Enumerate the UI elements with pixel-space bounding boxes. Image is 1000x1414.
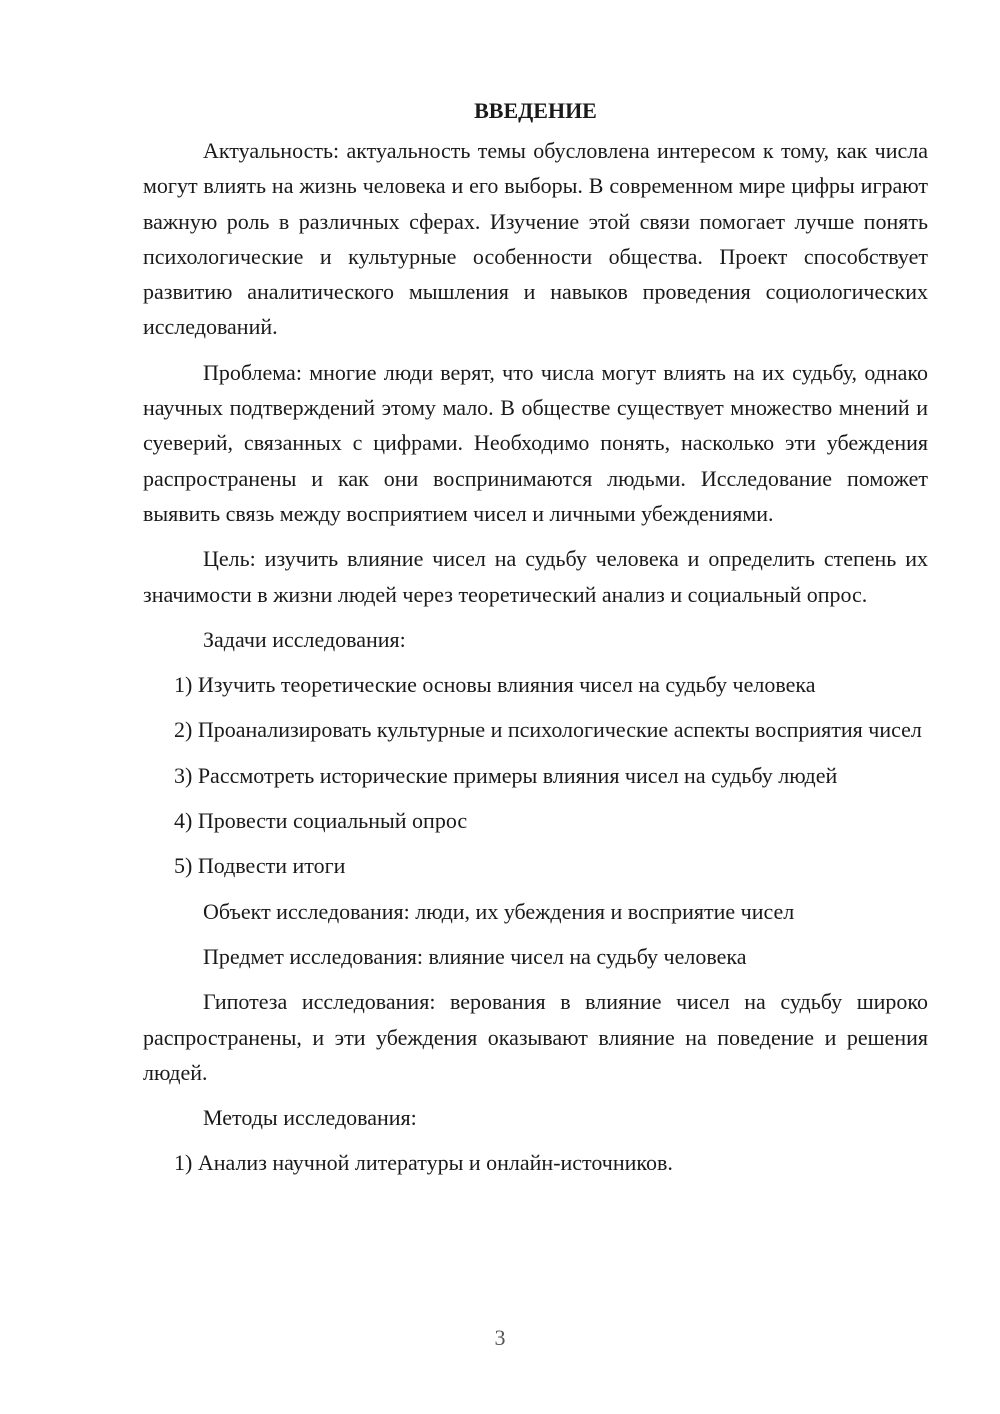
task-item-2: 2) Проанализировать культурные и психологические аспекты восприятия чисел (174, 717, 922, 743)
methods-title: Методы исследования: (203, 1105, 417, 1131)
document-page (143, 95, 928, 1191)
hypothesis-paragraph: Гипотеза исследования: верования в влияние чисел на судьбу широко распространены, и эти убеждения оказывают влияние на поведение и решения людей. (143, 989, 928, 1085)
relevance-paragraph: Актуальность: актуальность темы обусловлена интересом к тому, как числа могут влиять на жизнь человека и его выборы. В современном мире цифры играют важную роль в различных сферах. Изучение этой связи помогает лучше понять психологические и культурные особенности общества. Проект способствует развитию аналитического мышления и навыков проведения социологических исследований. (143, 138, 928, 340)
task-item-4: 4) Провести социальный опрос (174, 808, 468, 834)
subject-paragraph: Предмет исследования: влияние чисел на судьбу человека (203, 943, 747, 969)
method-item-1: 1) Анализ научной литературы и онлайн-источников. (174, 1150, 673, 1176)
tasks-title: Задачи исследования: (203, 626, 406, 652)
task-item-1: 1) Изучить теоретические основы влияния чисел на судьбу человека (174, 672, 816, 698)
goal-paragraph: Цель: изучить влияние чисел на судьбу человека и определить степень их значимости в жизни людей через теоретический анализ и социальный опрос. (143, 546, 928, 607)
task-item-5: 5) Подвести итоги (174, 853, 346, 879)
task-item-3: 3) Рассмотреть исторические примеры влияния чисел на судьбу людей (174, 762, 838, 788)
section-heading: ВВЕДЕНИЕ (474, 98, 597, 123)
object-paragraph: Объект исследования: люди, их убеждения и восприятие чисел (203, 898, 795, 924)
page-number: 3 (494, 1325, 506, 1350)
problem-paragraph: Проблема: многие люди верят, что числа могут влиять на их судьбу, однако научных подтверждений этому мало. В обществе существует множество мнений и суеверий, связанных с цифрами. Необходимо понять, насколько эти убеждения распространены и как они воспринимаются людьми. Исследование поможет выявить связь между восприятием чисел и личными убеждениями. (143, 359, 928, 526)
